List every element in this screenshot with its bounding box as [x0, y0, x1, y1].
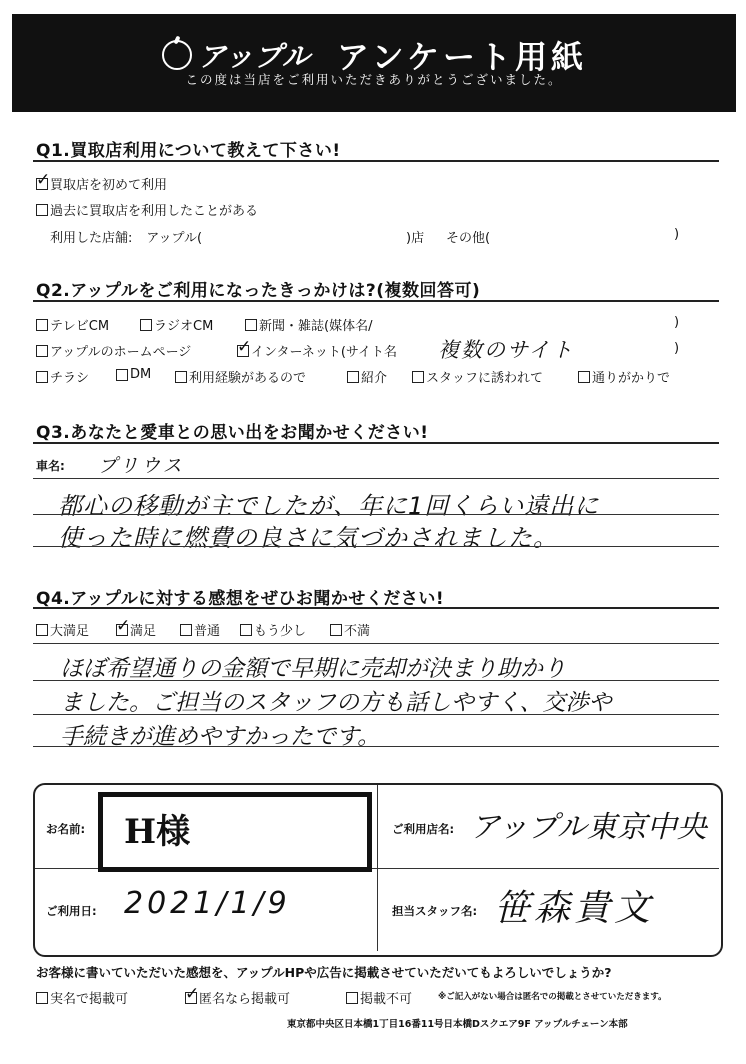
- option-label: 買取店を初めて利用: [50, 178, 168, 193]
- checkbox[interactable]: [412, 371, 424, 383]
- q4-option-normal[interactable]: [180, 620, 220, 639]
- footer-address: 東京都中央区日本橋1丁目16番11号日本橋Dスクエア9F アップルチェーン本部: [287, 1019, 628, 1030]
- consent-option-not-allowed[interactable]: [346, 988, 412, 1007]
- car-name-handwritten: プリウス: [98, 455, 185, 477]
- page-title: アンケート用紙: [336, 38, 588, 76]
- staff-label: 担当スタッフ名:: [392, 904, 478, 918]
- option-label: 匿名なら掲載可: [199, 992, 291, 1007]
- option-label: 実名で掲載可: [50, 992, 129, 1007]
- checkbox[interactable]: [578, 371, 590, 383]
- line: [33, 478, 719, 479]
- store-prefix: アップル(: [146, 231, 203, 246]
- option-label: 利用経験があるので: [189, 371, 307, 386]
- q1-title: Q1.買取店利用について教えて下さい!: [36, 141, 341, 161]
- divider: [33, 442, 719, 444]
- q2-option-tv-cm[interactable]: [36, 315, 109, 334]
- date-handwritten: 2021/1/9: [124, 886, 291, 921]
- option-label: 通りがかりで: [592, 371, 671, 386]
- option-label: DM: [130, 367, 152, 382]
- q2-option-homepage[interactable]: [36, 341, 191, 360]
- q2-option-passing[interactable]: [578, 367, 670, 386]
- checkbox[interactable]: [36, 204, 48, 216]
- divider: [33, 300, 719, 302]
- checkbox[interactable]: [36, 624, 48, 636]
- other-label: その他(: [446, 231, 491, 246]
- checkbox[interactable]: [240, 624, 252, 636]
- name-value: H様: [124, 812, 191, 852]
- option-label: 紹介: [361, 371, 388, 386]
- store-label: 利用した店舗:: [50, 231, 133, 246]
- q2-option-newspaper[interactable]: [245, 315, 372, 334]
- site-name-handwritten: 複数のサイト: [438, 338, 575, 362]
- option-label: ラジオCM: [154, 319, 214, 334]
- checkbox[interactable]: [36, 992, 48, 1004]
- memory-line-1: 都心の移動が主でしたが、年に1回くらい遠出に: [58, 492, 600, 520]
- option-label: チラシ: [50, 371, 90, 386]
- checkbox[interactable]: [245, 319, 257, 331]
- option-label: 過去に買取店を利用したことがある: [50, 204, 259, 219]
- q2-option-dm[interactable]: [116, 367, 151, 382]
- consent-question: お客様に書いていただいた感想を、アップルHPや広告に掲載させていただいてもよろしいでしょうか?: [36, 965, 612, 980]
- checkbox[interactable]: [180, 624, 192, 636]
- checkbox-checked[interactable]: [185, 992, 197, 1004]
- staff-name-handwritten: 笹森貴文: [494, 888, 655, 929]
- q2-option-flyer[interactable]: [36, 367, 89, 386]
- impression-line-1: ほぼ希望通りの金額で早期に売却が決まり助かり: [60, 656, 566, 682]
- option-label: 普通: [194, 624, 221, 639]
- q2-title: Q2.アップルをご利用になったきっかけは?(複数回答可): [36, 281, 481, 301]
- impression-line-2: ました。ご担当のスタッフの方も話しやすく、交渉や: [60, 690, 612, 716]
- option-label: アップルのホームページ: [50, 345, 192, 360]
- option-label: もう少し: [254, 624, 307, 639]
- q4-option-satisfied[interactable]: [116, 620, 156, 639]
- row-close: ): [674, 341, 680, 356]
- checkbox[interactable]: [36, 319, 48, 331]
- q1-option-used-before[interactable]: [36, 200, 258, 219]
- consent-option-real-name[interactable]: [36, 988, 128, 1007]
- option-label: 満足: [130, 624, 157, 639]
- logo-text: アップル: [198, 40, 311, 73]
- line: [33, 546, 719, 547]
- checkbox[interactable]: [330, 624, 342, 636]
- header-banner: [12, 14, 736, 112]
- line: [33, 643, 719, 644]
- checkbox-checked[interactable]: [36, 178, 48, 190]
- checkbox[interactable]: [346, 992, 358, 1004]
- checkbox[interactable]: [116, 369, 128, 381]
- store-suffix: )店: [406, 231, 425, 246]
- line: [33, 714, 719, 715]
- q4-title: Q4.アップルに対する感想をぜひお聞かせください!: [36, 589, 445, 609]
- consent-note: ※ご記入がない場合は匿名での掲載とさせていただきます。: [438, 992, 667, 1002]
- line: [33, 746, 719, 747]
- store-name-label: ご利用店名:: [392, 822, 455, 836]
- q3-title: Q3.あなたと愛車との思い出をお聞かせください!: [36, 423, 429, 443]
- q1-option-first-time[interactable]: [36, 174, 167, 193]
- q1-store-row: [50, 227, 202, 246]
- checkbox[interactable]: [347, 371, 359, 383]
- memory-line-2: 使った時に燃費の良さに気づかされました。: [58, 524, 558, 552]
- q2-option-internet[interactable]: [237, 341, 397, 360]
- checkbox[interactable]: [140, 319, 152, 331]
- line: [33, 680, 719, 681]
- option-label: スタッフに誘われて: [426, 371, 544, 386]
- q2-option-experience[interactable]: [175, 367, 306, 386]
- checkbox[interactable]: [175, 371, 187, 383]
- checkbox-checked[interactable]: [237, 345, 249, 357]
- q2-option-radio-cm[interactable]: [140, 315, 213, 334]
- date-label: ご利用日:: [46, 904, 97, 918]
- q2-option-staff[interactable]: [412, 367, 543, 386]
- divider: [33, 607, 719, 609]
- apple-logo-icon: [162, 40, 192, 70]
- line: [33, 514, 719, 515]
- store-name-handwritten: アップル東京中央: [470, 810, 707, 845]
- page-subtitle: この度は当店をご利用いただきありがとうございました。: [185, 72, 563, 87]
- checkbox-checked[interactable]: [116, 624, 128, 636]
- option-label: 不満: [344, 624, 371, 639]
- impression-line-3: 手続きが進めやすかったです。: [60, 724, 381, 750]
- q4-option-very-satisfied[interactable]: [36, 620, 89, 639]
- other-close: ): [674, 227, 680, 242]
- option-label: テレビCM: [50, 319, 110, 334]
- q2-option-referral[interactable]: [347, 367, 387, 386]
- option-label: 掲載不可: [360, 992, 413, 1007]
- option-label: インターネット(サイト名: [251, 345, 397, 360]
- q4-option-somewhat[interactable]: [240, 620, 306, 639]
- q4-option-unsatisfied[interactable]: [330, 620, 370, 639]
- consent-option-anonymous[interactable]: [185, 988, 290, 1007]
- option-label: 新聞・雑誌(媒体名/: [259, 319, 373, 334]
- car-label: 車名:: [36, 459, 65, 473]
- checkbox[interactable]: [36, 371, 48, 383]
- name-label: お名前:: [46, 822, 86, 836]
- row-close: ): [674, 315, 680, 330]
- divider: [33, 160, 719, 162]
- option-label: 大満足: [50, 624, 90, 639]
- checkbox[interactable]: [36, 345, 48, 357]
